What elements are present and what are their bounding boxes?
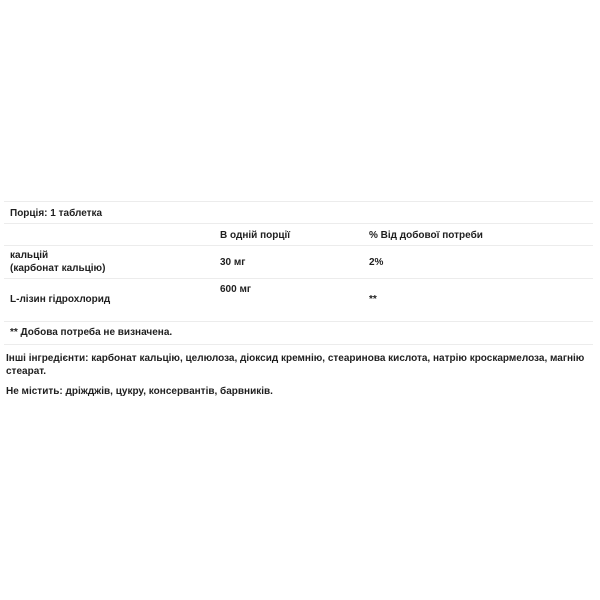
header-per-serving: В одній порції	[220, 230, 291, 241]
supplement-facts-table	[4, 201, 593, 345]
table-header-row	[4, 223, 593, 245]
table-row	[4, 278, 593, 321]
serving-size-label: Порція: 1 таблетка	[10, 208, 103, 219]
does-not-contain: Не містить: дріжджів, цукру, консервантів, барвників.	[6, 386, 273, 397]
ingredient-name: L-лізин гідрохлорид	[10, 294, 111, 305]
table-row	[4, 245, 593, 278]
ingredient-subname: (карбонат кальцію)	[10, 263, 106, 274]
ingredient-amount: 600 мг	[220, 284, 252, 295]
footnote: ** Добова потреба не визначена.	[10, 327, 173, 338]
other-ingredients: Інші інгредієнти: карбонат кальцію, целюлоза, діоксид кремнію, стеаринова кислота, натрію кроскармелоза, магнію стеарат.	[6, 353, 585, 377]
header-daily-value: % Від добової потреби	[369, 230, 483, 241]
ingredient-amount: 30 мг	[220, 257, 246, 268]
serving-row	[4, 201, 593, 223]
ingredient-daily-value: 2%	[369, 257, 384, 268]
ingredient-name: кальцій	[10, 250, 49, 261]
footnote-row	[4, 321, 593, 345]
ingredient-daily-value: **	[369, 294, 377, 305]
